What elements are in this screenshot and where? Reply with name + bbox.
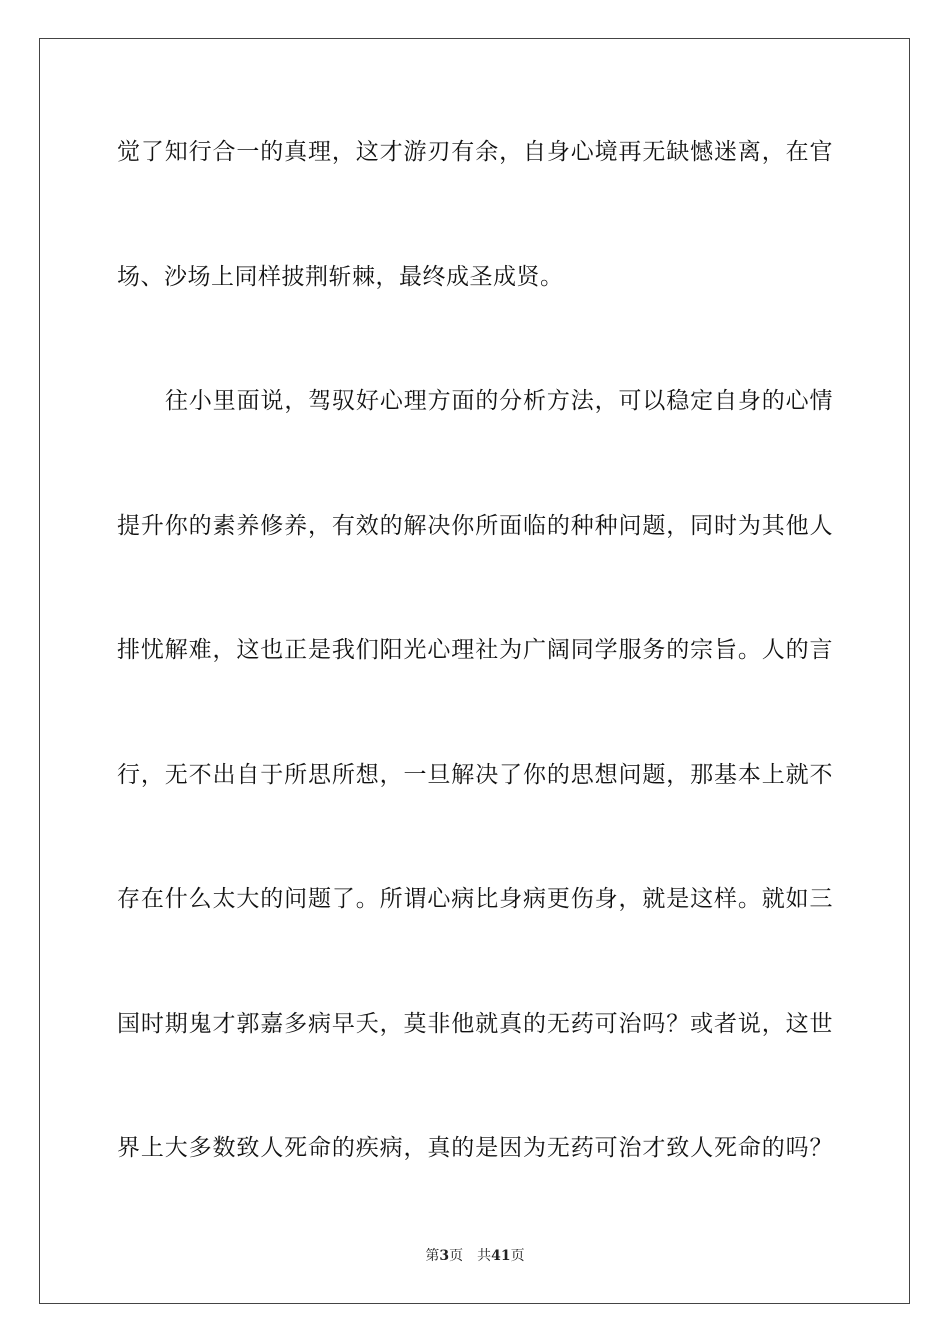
paragraph-line-9: 界上大多数致人死命的疾病，真的是因为无药可治才致人死命的吗？ xyxy=(117,1135,833,1161)
paragraph-line-7: 存在什么太大的问题了。所谓心病比身病更伤身，就是这样。就如三 xyxy=(117,886,833,912)
paragraph-line-6: 行，无不出自于所思所想，一旦解决了你的思想问题，那基本上就不 xyxy=(117,762,833,788)
page-suffix: 页 xyxy=(449,1248,464,1264)
total-pages: 41 xyxy=(491,1248,511,1264)
page-prefix: 第 xyxy=(425,1248,440,1264)
page-number: 3 xyxy=(439,1248,450,1264)
paragraph-line-1: 觉了知行合一的真理，这才游刃有余，自身心境再无缺憾迷离，在官 xyxy=(117,139,833,165)
paragraph-line-3: 往小里面说，驾驭好心理方面的分析方法，可以稳定自身的心情 xyxy=(165,388,833,414)
total-prefix: 共 xyxy=(477,1248,492,1264)
paragraph-line-2: 场、沙场上同样披荆斩棘，最终成圣成贤。 xyxy=(117,264,564,290)
page-footer xyxy=(0,1247,950,1265)
total-suffix: 页 xyxy=(510,1248,525,1264)
paragraph-line-8: 国时期鬼才郭嘉多病早夭，莫非他就真的无药可治吗？或者说，这世 xyxy=(117,1011,833,1037)
paragraph-line-4: 提升你的素养修养，有效的解决你所面临的种种问题，同时为其他人 xyxy=(117,513,833,539)
paragraph-line-5: 排忧解难，这也正是我们阳光心理社为广阔同学服务的宗旨。人的言 xyxy=(117,637,833,663)
page-border xyxy=(39,38,910,1304)
